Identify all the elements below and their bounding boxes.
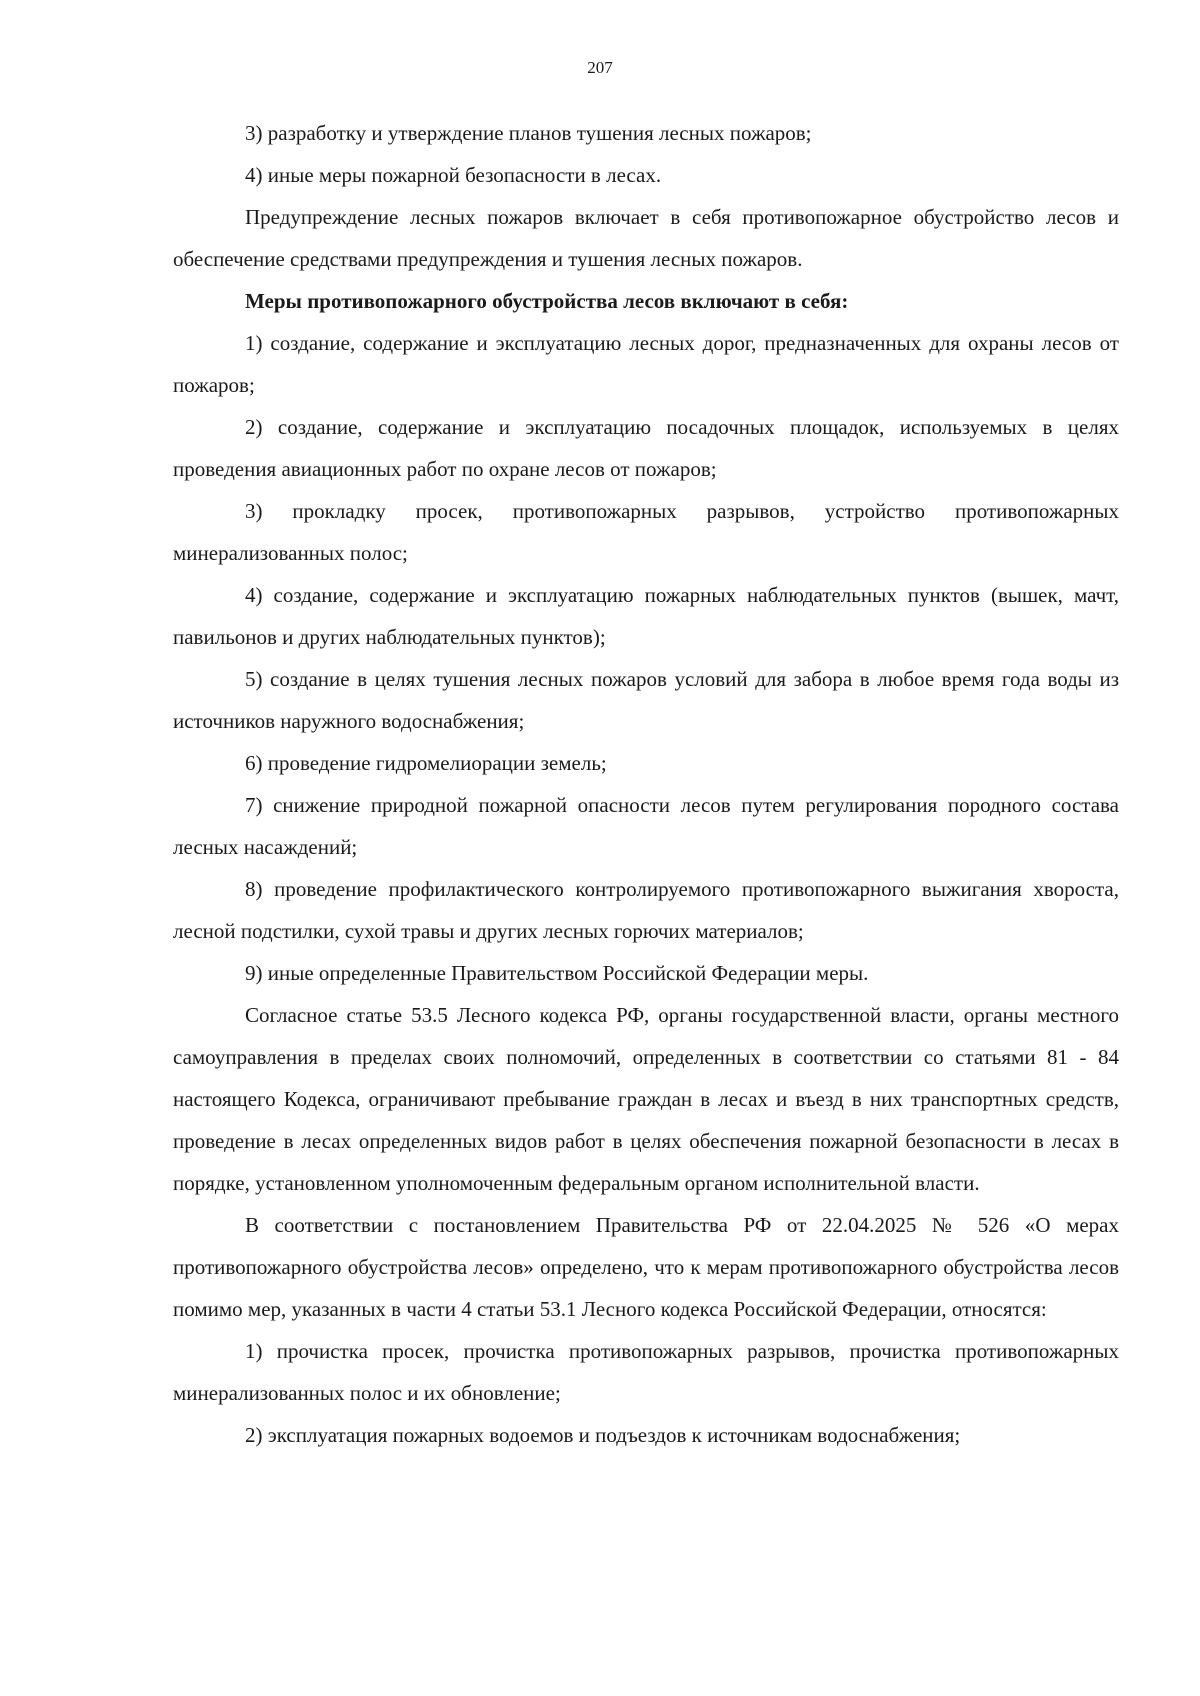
measure-item-2: 2) создание, содержание и эксплуатацию посадочных площадок, используемых в целях проведения авиационных работ по охране лесов от пожаров; (173, 415, 1119, 481)
measure-item-5: 5) создание в целях тушения лесных пожаров условий для забора в любое время года воды из источников наружного водоснабжения; (173, 667, 1119, 733)
paragraph-prevention-intro: Предупреждение лесных пожаров включает в себя противопожарное обустройство лесов и обеспечение средствами предупреждения и тушения лесных пожаров. (173, 205, 1119, 271)
measure-item-1: 1) создание, содержание и эксплуатацию лесных дорог, предназначенных для охраны лесов от пожаров; (173, 331, 1119, 397)
measure-item-7: 7) снижение природной пожарной опасности лесов путем регулирования породного состава лесных насаждений; (173, 793, 1119, 859)
measure-item-3: 3) прокладку просек, противопожарных разрывов, устройство противопожарных минерализованных полос; (173, 499, 1119, 565)
document-body (173, 112, 1119, 1456)
paragraph-plan-item-4: 4) иные меры пожарной безопасности в лесах. (245, 163, 662, 187)
additional-measure-item-1: 1) прочистка просек, прочистка противопожарных разрывов, прочистка противопожарных минерализованных полос и их обновление; (173, 1339, 1119, 1405)
measure-item-8: 8) проведение профилактического контролируемого противопожарного выжигания хвороста, лесной подстилки, сухой травы и других лесных горючих материалов; (173, 877, 1119, 943)
paragraph-resolution-526: В соответствии с постановлением Правительства РФ от 22.04.2025 № 526 «О мерах противопожарного обустройства лесов» определено, что к мерам противопожарного обустройства лесов помимо мер, указанных в части 4 статьи 53.1 Лесного кодекса Российской Федерации, относятся: (173, 1213, 1119, 1321)
measure-item-6: 6) проведение гидромелиорации земель; (245, 751, 607, 775)
paragraph-plan-item-3: 3) разработку и утверждение планов тушения лесных пожаров; (245, 121, 812, 145)
page-number: 207 (587, 58, 613, 77)
measure-item-4: 4) создание, содержание и эксплуатацию пожарных наблюдательных пунктов (вышек, мачт, павильонов и других наблюдательных пунктов); (173, 583, 1119, 649)
paragraph-article-53-5: Согласное статье 53.5 Лесного кодекса РФ, органы государственной власти, органы местного самоуправления в пределах своих полномочий, определенных в соответствии со статьями 81 - 84 настоящего Кодекса, ограничивают пребывание граждан в лесах и въезд в них транспортных средств, проведение в лесах определенных видов работ в целях обеспечения пожарной безопасности в лесах в порядке, установленном уполномоченным федеральным органом исполнительной власти. (173, 1003, 1119, 1195)
section-heading-measures: Меры противопожарного обустройства лесов включают в себя: (245, 289, 849, 313)
measure-item-9: 9) иные определенные Правительством Российской Федерации меры. (245, 961, 869, 985)
additional-measure-item-2: 2) эксплуатация пожарных водоемов и подъездов к источникам водоснабжения; (245, 1423, 961, 1447)
